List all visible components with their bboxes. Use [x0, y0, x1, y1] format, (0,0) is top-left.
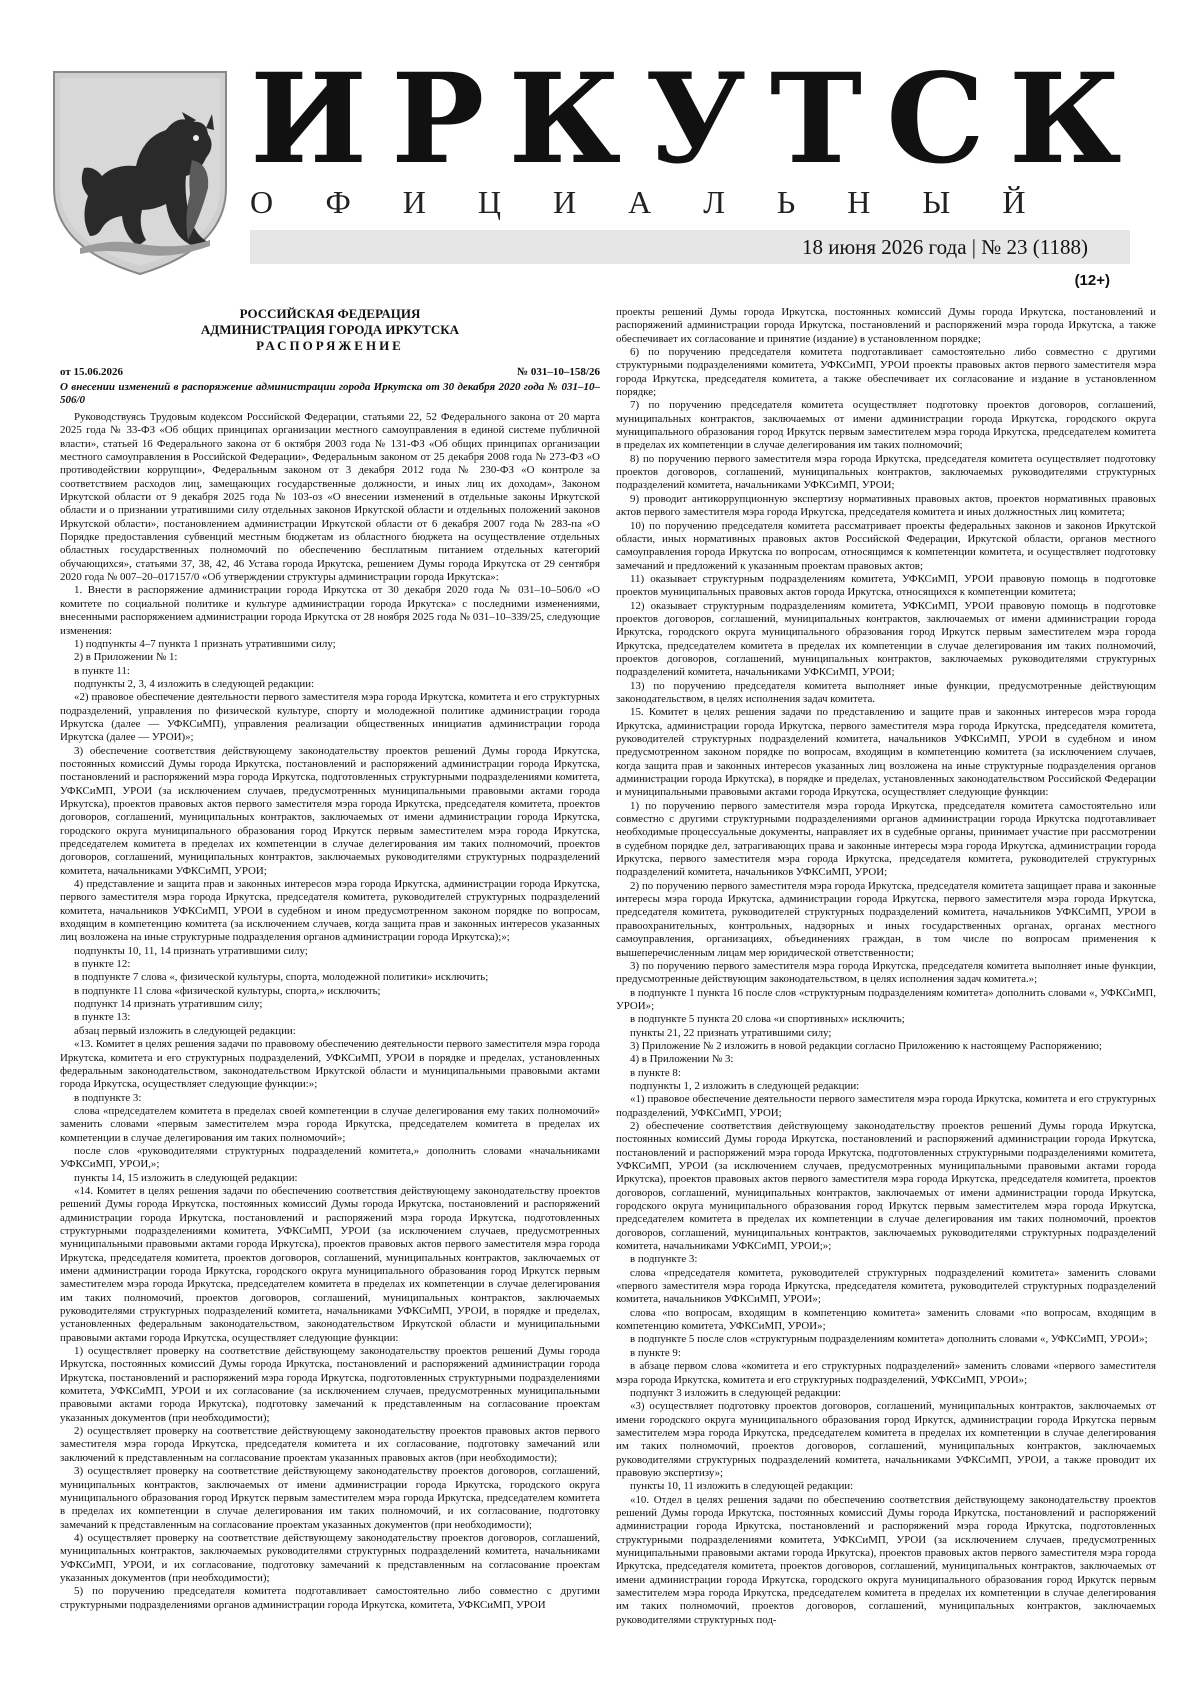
left-column-body [60, 411, 600, 1612]
paragraph: 13) по поручению председателя комитета выполняет иные функции, предусмотренные действующим законодательством, в целях исполнения задач комитета. [616, 679, 1156, 705]
doc-authority: АДМИНИСТРАЦИЯ ГОРОДА ИРКУТСКА [200, 322, 460, 337]
paragraph: в абзаце первом слова «комитета и его структурных подразделений» заменить словами «первого заместителя мэра города Иркутска, комитета и его структурных подразделений, УФКСиМП, УРОИ»; [616, 1360, 1156, 1386]
doc-date: от 15.06.2026 [60, 366, 124, 378]
right-column-body [616, 306, 1156, 1627]
doc-country: РОССИЙСКАЯ ФЕДЕРАЦИЯ [239, 306, 421, 321]
paragraph: 3) Приложение № 2 изложить в новой редакции согласно Приложению к настоящему Распоряжению; [630, 1039, 1102, 1052]
paragraph: 1. Внести в распоряжение администрации города Иркутска от 30 декабря 2020 года № 031–10–506/0 «О комитете по социальной политике и культуре администрации города Иркутска» с последними изменениями, внесенными распоряжением администрации города Иркутска от 28 ноября 2025 года № 031–10–339/25, следующие изменения: [60, 584, 600, 637]
doc-date-number-line [60, 364, 600, 381]
paragraph: подпункт 14 признать утратившим силу; [74, 998, 263, 1011]
paragraph: 4) представление и защита прав и законных интересов мэра города Иркутска, администрации города Иркутска, первого заместителя мэра города Иркутска, председателя комитета, руководителей структурных подразделений комитета, начальников УФКСиМП, УРОИ в судебном и ином предусмотренном законом порядке по вопросам, входящим в компетенцию комитета (за исключением случаев, когда защита прав и законных интересов указанных лиц возложена на иные структурные подразделения органов администрации города Иркутска);»; [60, 878, 600, 944]
paragraph: 12) оказывает структурным подразделениям комитета, УФКСиМП, УРОИ правовую помощь в подготовке проектов договоров, соглашений, муниципальных контрактов, заключаемых от имени администрации города Иркутска, городского округа муниципального образования город Иркутск первым заместителем мэра города Иркутска, председателем комитета в пределах их компетенции в случае делегирования им таких полномочий, проектов договоров, соглашений, муниципальных контрактов, заключаемых руководителями структурных подразделений комитета, начальниками УФКСиМП, УРОИ; [616, 599, 1156, 679]
paragraph: 4) осуществляет проверку на соответствие действующему законодательству проектов договоров, соглашений, муниципальных контрактов, заключаемых руководителями структурных подразделений комитета, начальниками УФКСиМП, УРОИ, и их согласование, подготовку замечаний к представленным на согласование проектам указанных документов (при необходимости); [60, 1531, 600, 1584]
paragraph: «13. Комитет в целях решения задачи по правовому обеспечению деятельности первого заместителя мэра города Иркутска, комитета и его структурных подразделений, УФКСиМП, УРОИ в порядке и пределах, установленных федеральным законодательством, законодательством Иркутской области и муниципальными правовыми актами города Иркутска, осуществляет следующие функции:»; [60, 1038, 600, 1091]
paragraph: «2) правовое обеспечение деятельности первого заместителя мэра города Иркутска, комитета и его структурных подразделений, управления по физической культуре, спорту и молодежной политике администрации города Иркутска (далее — УФКСиМП), управления реализации общественных инициатив администрации города Иркутска (далее — УРОИ)»; [60, 691, 600, 744]
paragraph: 1) по поручению первого заместителя мэра города Иркутска, председателя комитета самостоятельно или совместно с другими структурными подразделениями органов администрации города Иркутска подготавливает необходимые процессуальные документы, направляет их в судебные органы, принимает участие при рассмотрении в судебном порядке дел, затрагивающих права и законные интересы мэра города Иркутска, администрации города Иркутска, первого заместителя мэра города Иркутска, председателя комитета, руководителей структурных подразделений комитета, начальников УФКСиМП, УРОИ; [616, 799, 1156, 879]
paragraph: Руководствуясь Трудовым кодексом Российской Федерации, статьями 22, 52 Федерального закона от 20 марта 2025 года № 33-ФЗ «Об общих принципах организации местного самоуправления в единой системе публичной власти», статьей 16 Федерального закона от 6 октября 2003 года № 131-ФЗ «Об общих принципах организации местного самоуправления в Российской Федерации», Федеральным законом от 25 декабря 2008 года № 273-ФЗ «О противодействии коррупции», Федеральным законом от 3 декабря 2012 года № 230-ФЗ «О контроле за соответствием расходов лиц, замещающих государственные должности, и иных лиц их доходам», Законом Иркутской области от 9 декабря 2025 года № 103-оз «О внесении изменений в отдельные законы Иркутской области и о признании утратившими силу отдельных законов Иркутской области и отдельных положений законов Иркутской области», постановлением администрации Иркутской области от 6 декабря 2007 года № 283-па «О Порядке предоставления субвенций местным бюджетам из областного бюджета на осуществление отдельных областных государственных полномочий по обеспечению бесплатным питанием отдельных категорий обучающихся», статьями 37, 38, 42, 46 Устава города Иркутска, решением Думы города Иркутска от 29 сентября 2020 года № 007–20–017157/0 «Об утверждении структуры администрации города Иркутска»: [60, 411, 600, 584]
paragraph: в пункте 9: [630, 1346, 681, 1359]
paragraph: 1) осуществляет проверку на соответствие действующему законодательству проектов решений Думы города Иркутска, постоянных комиссий Думы города Иркутска, постановлений и распоряжений администрации города Иркутска, постановлений и распоряжений мэра города Иркутска, подготовленных структурными подразделениями комитета, УФКСиМП, УРОИ и их согласование (за исключением случаев, предусмотренных муниципальными правовыми актами города Иркутска), подготовку замечаний к представленным на согласование проектам указанных документов (при необходимости); [60, 1345, 600, 1424]
right-column [616, 306, 1156, 1666]
paragraph: в пункте 11: [74, 664, 130, 677]
paragraph: в пункте 8: [630, 1066, 681, 1079]
paragraph: в подпункте 7 слова «, физической культуры, спорта, молодежной политики» исключить; [74, 971, 489, 984]
paragraph: 3) по поручению первого заместителя мэра города Иркутска, председателя комитета выполняет иные функции, предусмотренные действующим законодательством, в целях исполнения задач комитета.»; [616, 959, 1156, 986]
left-column [60, 306, 600, 1666]
paragraph: в подпункте 1 пункта 16 после слов «структурным подразделениям комитета» дополнить словами «, УФКСиМП, УРОИ»; [616, 986, 1156, 1012]
paragraph: подпункты 1, 2 изложить в следующей редакции: [630, 1079, 860, 1092]
paragraph: подпункт 3 изложить в следующей редакции: [630, 1386, 841, 1399]
paragraph: в подпункте 11 слова «физической культуры, спорта,» исключить; [74, 984, 381, 997]
paragraph: 10) по поручению председателя комитета рассматривает проекты федеральных законов и законов Иркутской области, иных нормативных правовых актов Российской Федерации, Иркутской области, органов местного самоуправления города Иркутска по вопросам, относящимся к компетенции комитета, и осуществляет подготовку замечаний и предложений к указанным проектам правовых актов; [616, 519, 1156, 572]
paragraph: в подпункте 5 пункта 20 слова «и спортивных» исключить; [630, 1013, 905, 1026]
paragraph: 2) осуществляет проверку на соответствие действующему законодательству проектов правовых актов первого заместителя мэра города Иркутска, председателя комитета и их согласование, подготовку замечаний или заключений к представленным на согласование проектам указанных правовых актов (при необходимости); [60, 1425, 600, 1464]
paragraph: пункты 21, 22 признать утратившими силу; [630, 1026, 832, 1039]
paragraph: 4) в Приложении № 3: [630, 1053, 734, 1066]
doc-title: О внесении изменений в распоряжение администрации города Иркутска от 30 декабря 2020 года № 031–10–506/0 [60, 381, 600, 406]
paragraph: слова «председателя комитета, руководителей структурных подразделений комитета» заменить словами «первого заместителя мэра города Иркутска, председателя комитета, руководителей структурных подразделений комитета, начальников УФКСиМП, УРОИ»; [616, 1266, 1156, 1306]
paragraph: 9) проводит антикоррупционную экспертизу нормативных правовых актов, проектов нормативных правовых актов первого заместителя мэра города Иркутска, председателя комитета и иных должностных лиц комитета; [616, 492, 1156, 519]
paragraph: в подпункте 5 после слов «структурным подразделениям комитета» дополнить словами «, УФКСиМП, УРОИ»; [630, 1333, 1148, 1346]
paragraph: подпункты 2, 3, 4 изложить в следующей редакции: [74, 677, 315, 690]
paragraph: в подпункте 3: [74, 1091, 142, 1104]
paragraph: подпункты 10, 11, 14 признать утратившими силу; [74, 944, 308, 957]
paragraph: 3) осуществляет проверку на соответствие действующему законодательству проектов договоров, соглашений, муниципальных контрактов, заключаемых от имени администрации города Иркутска, городского округа муниципального образования город Иркутск первым заместителем мэра города Иркутска, председателем комитета в пределах их компетенции в случае делегирования им таких полномочий, и их согласование, подготовку замечаний к представленным на согласование проектам указанных документов (при необходимости); [60, 1465, 600, 1531]
masthead-title: ИРКУТСК [250, 47, 1146, 192]
paragraph: 8) по поручению первого заместителя мэра города Иркутска, председателя комитета осуществляет подготовку проектов договоров, соглашений, муниципальных контрактов, заключаемых руководителями структурных подразделений комитета, начальниками УФКСиМП, УРОИ; [616, 452, 1156, 492]
issue-date-bar [250, 230, 1130, 264]
paragraph: слова «по вопросам, входящим в компетенцию комитета» заменить словами «по вопросам, входящим в компетенцию комитета, УФКСиМП, УРОИ»; [616, 1306, 1156, 1333]
age-rating-badge: (12+) [1074, 272, 1110, 289]
issue-line: 18 июня 2026 года | № 23 (1188) [801, 235, 1088, 259]
paragraph: в пункте 12: [74, 958, 131, 971]
paragraph: в пункте 13: [74, 1011, 131, 1024]
doc-number: № 031–10–158/26 [517, 366, 600, 378]
paragraph: в подпункте 3: [630, 1253, 698, 1266]
masthead-subtitle: ОФИЦИАЛЬНЫЙ [250, 184, 1078, 220]
paragraph: «3) осуществляет подготовку проектов договоров, соглашений, муниципальных контрактов, заключаемых от имени городского округа муниципального образования город Иркутск, администрации города Иркутска первым заместителем мэра города Иркутска, председателем комитета в пределах их компетенции в случае делегирования им таких полномочий, проектов договоров, соглашений, муниципальных контрактов, заключаемых руководителями структурных подразделений комитета, начальниками УФКСиМП, УРОИ, а также проводит их правовую экспертизу»; [616, 1400, 1156, 1479]
paragraph: слова «председателем комитета в пределах своей компетенции в случае делегирования ему таких полномочий» заменить словами «первым заместителем мэра города Иркутска, председателем комитета в пределах их компетенции в случае делегирования им таких полномочий»; [60, 1104, 600, 1144]
paragraph: пункты 14, 15 изложить в следующей редакции: [74, 1171, 298, 1184]
paragraph: 3) обеспечение соответствия действующему законодательству проектов решений Думы города Иркутска, постоянных комиссий Думы города Иркутска, постановлений и распоряжений администрации города Иркутска, постановлений и распоряжений мэра города Иркутска, подготовленных структурными подразделениями комитета, УФКСиМП, УРОИ (за исключением случаев, предусмотренных муниципальными правовыми актами города Иркутска), проектов правовых актов первого заместителя мэра города Иркутска, председателя комитета, проектов договоров, соглашений, муниципальных контрактов, заключаемых от имени администрации города Иркутска, городского округа муниципального образования город Иркутск первым заместителем мэра города Иркутска, председателем комитета в пределах их компетенции в случае делегирования им таких полномочий, проектов договоров, соглашений, муниципальных контрактов, заключаемых руководителями структурных подразделений комитета, начальниками УФКСиМП, УРОИ; [60, 744, 600, 877]
paragraph: после слов «руководителями структурных подразделений комитета,» дополнить словами «начальниками УФКСиМП, УРОИ,»; [60, 1144, 600, 1171]
paragraph: 6) по поручению председателя комитета подготавливает самостоятельно либо совместно с другими структурными подразделениями комитета, УФКСиМП, УРОИ проекты правовых актов первого заместителя мэра города Иркутска, председателя комитета, а также обеспечивает их согласование и издание в установленном порядке; [616, 346, 1156, 399]
paragraph: проекты решений Думы города Иркутска, постоянных комиссий Думы города Иркутска, постановлений и распоряжений администрации города Иркутска, постановлений и распоряжений мэра города Иркутска, а также обеспечивает их согласование и принятие (издание) в установленном порядке; [616, 306, 1156, 345]
paragraph: «1) правовое обеспечение деятельности первого заместителя мэра города Иркутска, комитета и его структурных подразделений, УФКСиМП, УРОИ; [616, 1093, 1156, 1119]
paragraph: 15. Комитет в целях решения задачи по представлению и защите прав и законных интересов мэра города Иркутска, администрации города Иркутска, первого заместителя мэра города Иркутска, председателя комитета, руководителей структурных подразделений комитета, начальников УФКСиМП, УРОИ в судебном и ином предусмотренном законом порядке по вопросам, входящим в компетенцию комитета (за исключением случаев, когда защита прав и законных интересов указанных лиц возложена на иные структурные подразделения органов администрации города Иркутска), в порядке и пределах, установленных законодательством Российской Федерации и муниципальными правовыми актами города Иркутска, осуществляет следующие функции: [616, 706, 1156, 799]
paragraph: абзац первый изложить в следующей редакции: [74, 1024, 296, 1037]
paragraph: 2) в Приложении № 1: [74, 651, 178, 664]
paragraph: «14. Комитет в целях решения задачи по обеспечению соответствия действующему законодательству проектов решений Думы города Иркутска, постоянных комиссий Думы города Иркутска, постановлений и распоряжений администрации города Иркутска, постановлений и распоряжений мэра города Иркутска, подготовленных структурными подразделениями комитета, УФКСиМП, УРОИ (за исключением случаев, предусмотренных муниципальными правовыми актами города Иркутска), проектов правовых актов первого заместителя мэра города Иркутска, председателя комитета, проектов договоров, соглашений, муниципальных контрактов, заключаемых от имени администрации города Иркутска, городского округа муниципального образования город Иркутск первым заместителем мэра города Иркутска, председателем комитета в пределах их компетенции в случае делегирования им таких полномочий, проектов договоров, соглашений, муниципальных контрактов, заключаемых руководителями структурных подразделений комитета, начальниками УФКСиМП, УРОИ, в порядке и пределах, установленных федеральным законодательством, законодательством Иркутской области и муниципальными правовыми актами города Иркутска, осуществляет следующие функции: [60, 1184, 600, 1344]
paragraph: «10. Отдел в целях решения задачи по обеспечению соответствия действующему законодательству проектов решений Думы города Иркутска, постоянных комиссий Думы города Иркутска, постановлений и распоряжений администрации города Иркутска, постановлений и распоряжений мэра города Иркутска, подготовленных структурными подразделениями комитета, УФКСиМП, УРОИ (за исключением случаев, предусмотренных муниципальными правовыми актами города Иркутска), проектов правовых актов первого заместителя мэра города Иркутска, председателя комитета, проектов договоров, соглашений, муниципальных контрактов, заключаемых от имени администрации города Иркутска, городского округа муниципального образования город Иркутск первым заместителем мэра города Иркутска, председателем комитета в пределах их компетенции в случае делегирования им таких полномочий, проектов договоров, соглашений, муниципальных контрактов, заключаемых руководителями структурных под- [616, 1493, 1156, 1626]
doc-type: РАСПОРЯЖЕНИЕ [256, 338, 404, 353]
coat-of-arms-emblem [50, 68, 230, 278]
paragraph: 5) по поручению председателя комитета подготавливает самостоятельно либо совместно с другими структурными подразделениями органов администрации города Иркутска, комитета, УФКСиМП, УРОИ [60, 1585, 600, 1611]
paragraph: 2) обеспечение соответствия действующему законодательству проектов решений Думы города Иркутска, постоянных комиссий Думы города Иркутска, постановлений и распоряжений администрации города Иркутска, постановлений и распоряжений мэра города Иркутска, подготовленных структурными подразделениями комитета, УФКСиМП, УРОИ (за исключением случаев, предусмотренных муниципальными правовыми актами города Иркутска), проектов правовых актов первого заместителя мэра города Иркутска, председателя комитета, проектов договоров, соглашений, муниципальных контрактов, заключаемых от имени администрации города Иркутска, городского округа муниципального образования город Иркутск первым заместителем мэра города Иркутска, председателем комитета в пределах их компетенции в случае делегирования им таких полномочий, проектов договоров, соглашений, муниципальных контрактов, заключаемых руководителями структурных подразделений комитета, начальниками УФКСиМП, УРОИ;»; [616, 1119, 1156, 1253]
paragraph: 11) оказывает структурным подразделениям комитета, УФКСиМП, УРОИ правовую помощь в подготовке проектов муниципальных правовых актов города Иркутска, относящихся к компетенции комитета; [616, 572, 1156, 599]
paragraph: 7) по поручению председателя комитета осуществляет подготовку проектов договоров, соглашений, муниципальных контрактов, заключаемых от имени администрации города Иркутска, городского округа муниципального образования город Иркутск первым заместителем мэра города Иркутска, председателем комитета в пределах их компетенции в случае делегирования им таких полномочий; [616, 399, 1156, 452]
paragraph: 2) по поручению первого заместителя мэра города Иркутска, председателя комитета защищает права и законные интересы мэра города Иркутска, администрации города Иркутска, первого заместителя мэра города Иркутска, председателя комитета, руководителей структурных подразделений комитета, начальников УФКСиМП, УРОИ в правоохранительных, контрольных, надзорных и иных государственных органах, органах местного самоуправления, организациях, объединениях граждан, в том числе по вопросам применения к вышеперечисленным лицам мер юридической ответственности; [616, 879, 1156, 959]
paragraph: 1) подпункты 4–7 пункта 1 признать утратившими силу; [74, 637, 336, 650]
paragraph: пункты 10, 11 изложить в следующей редакции: [630, 1480, 854, 1493]
